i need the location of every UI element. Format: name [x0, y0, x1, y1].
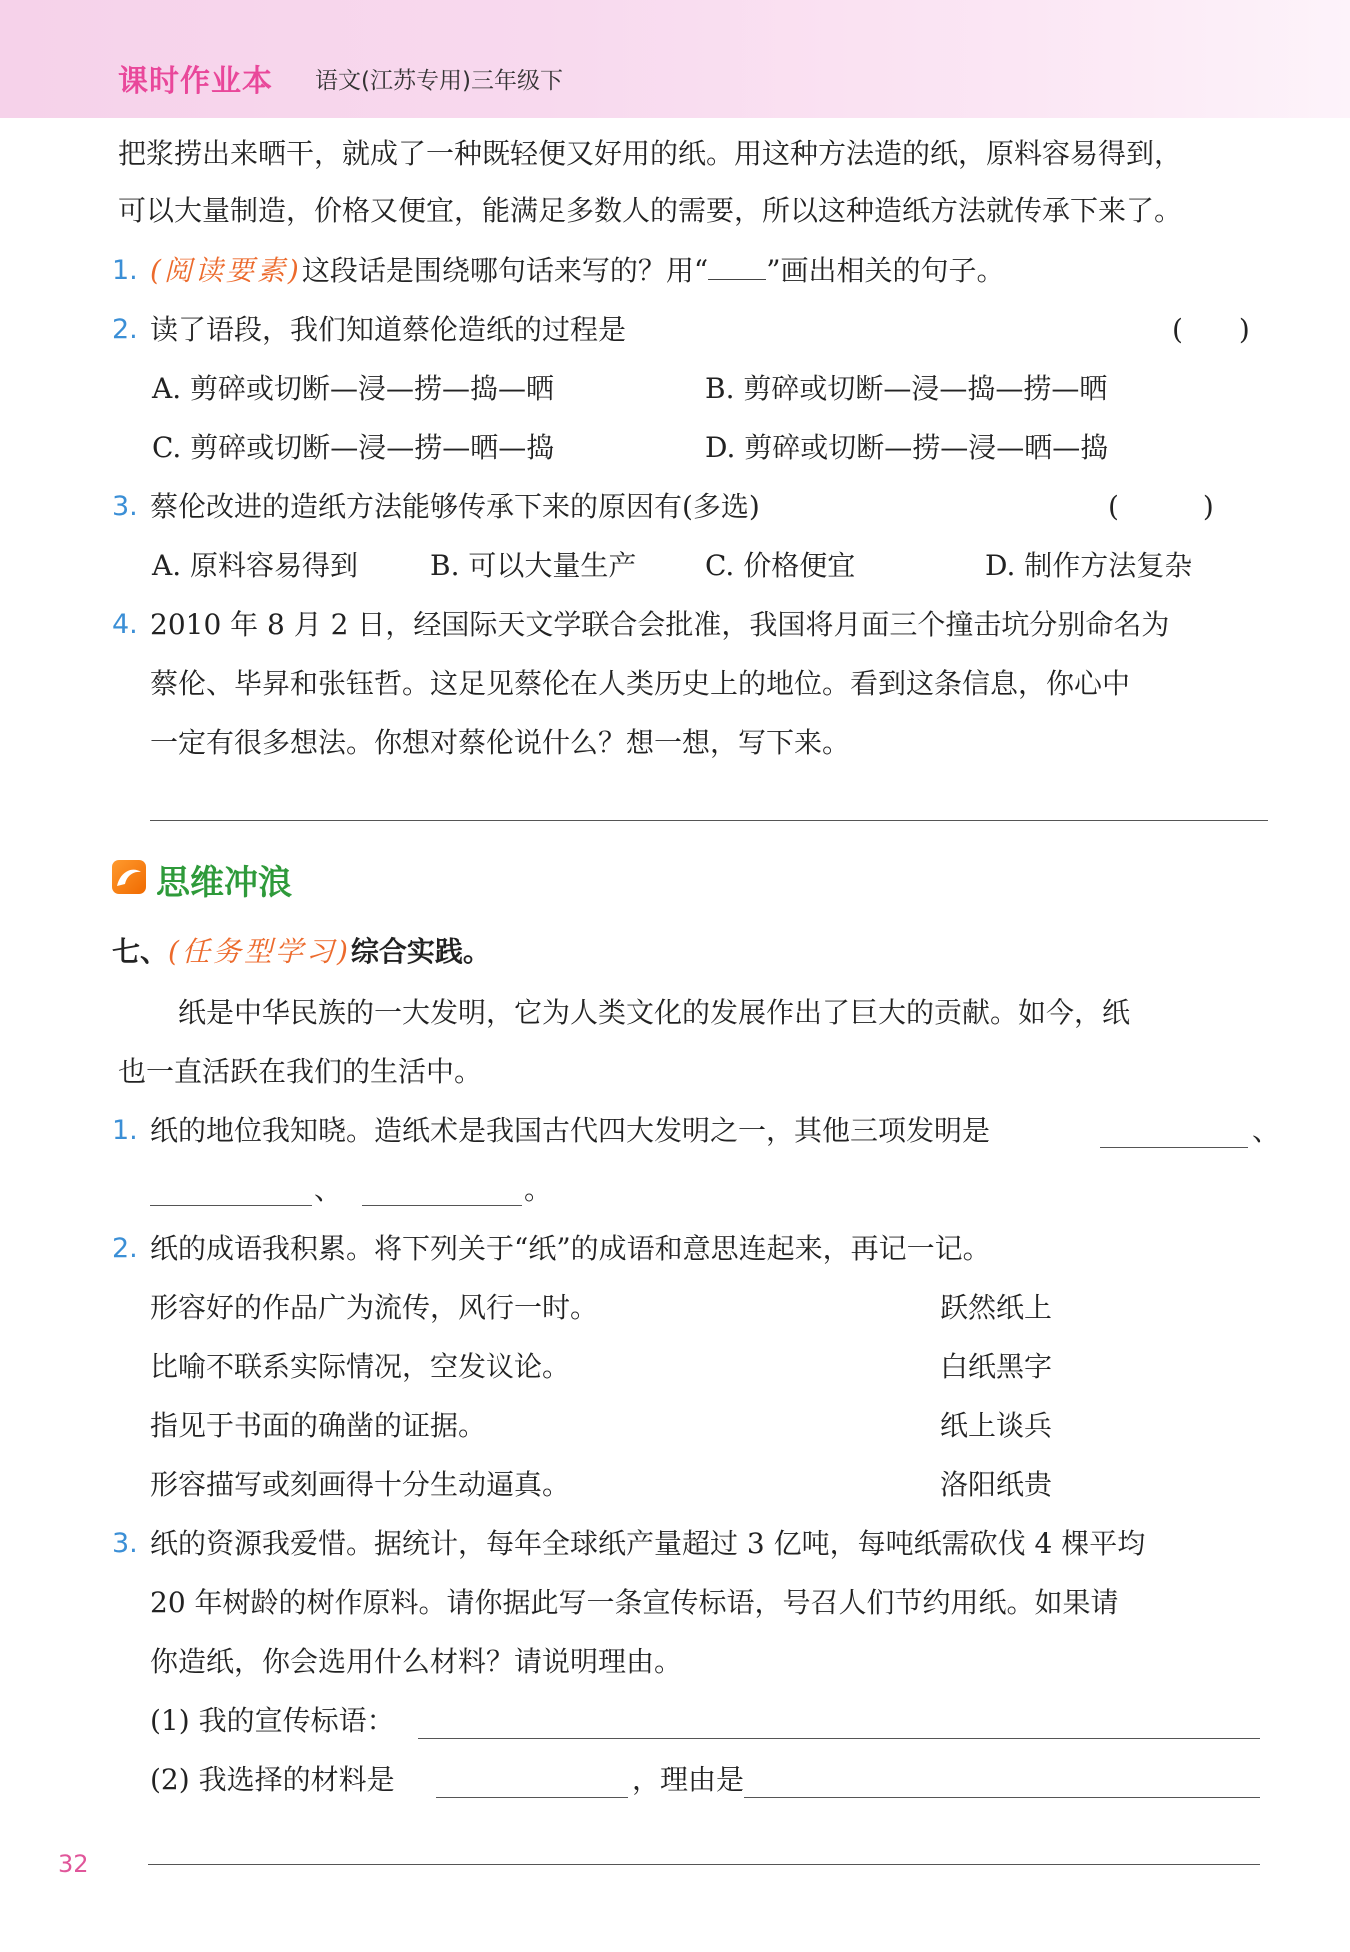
q2-option-b[interactable]: B. 剪碎或切断—浸—捣—捞—晒: [705, 372, 1108, 405]
passage-line-2: 可以大量制造，价格又便宜，能满足多数人的需要，所以这种造纸方法就传承下来了。: [118, 194, 1183, 227]
p3-material-label: (2) 我选择的材料是: [150, 1763, 395, 1796]
p1-sep-1: 、: [1252, 1114, 1281, 1147]
q3-option-c[interactable]: C. 价格便宜: [705, 549, 856, 582]
p1-blank-3[interactable]: [362, 1205, 522, 1206]
q2-option-d[interactable]: D. 剪碎或切断—捞—浸—晒—捣: [705, 431, 1109, 464]
q2-answer-paren[interactable]: ( ): [1172, 313, 1250, 346]
p1-sep-2: 、: [314, 1173, 343, 1206]
meaning-item[interactable]: 形容好的作品广为流传，风行一时。: [150, 1291, 599, 1324]
q3-number: 3.: [112, 491, 138, 522]
q4-line-3: 一定有很多想法。你想对蔡伦说什么？想一想，写下来。: [150, 726, 851, 759]
p1-end: 。: [524, 1173, 553, 1206]
p3-line-1: 纸的资源我爱惜。据统计，每年全球纸产量超过 3 亿吨，每吨纸需砍伐 4 棵平均: [150, 1527, 1146, 1560]
q3-text: 蔡伦改进的造纸方法能够传承下来的原因有(多选): [150, 490, 760, 523]
q1-number: 1.: [112, 255, 138, 286]
passage-line-1: 把浆捞出来晒干，就成了一种既轻便又好用的纸。用这种方法造的纸，原料容易得到，: [118, 137, 1183, 170]
meaning-item[interactable]: 形容描写或刻画得十分生动逼真。: [150, 1468, 571, 1501]
p3-number: 3.: [112, 1528, 138, 1559]
p1-blank-1[interactable]: [1100, 1147, 1248, 1148]
series-title: 课时作业本: [118, 64, 273, 99]
idiom-item[interactable]: 白纸黑字: [940, 1350, 1053, 1383]
p2-text: 纸的成语我积累。将下列关于“纸”的成语和意思连起来，再记一记。: [150, 1232, 991, 1265]
q1-tag: (阅读要素): [150, 254, 302, 287]
q1-text-a: 这段话是围绕哪句话来写的？用“: [301, 254, 709, 287]
q4-number: 4.: [112, 609, 138, 640]
q1-underline-sample: [708, 253, 766, 280]
idiom-item[interactable]: 洛阳纸贵: [940, 1468, 1053, 1501]
q3-option-a[interactable]: A. 原料容易得到: [152, 549, 359, 582]
p3-line-3: 你造纸，你会选用什么材料？请说明理由。: [150, 1645, 683, 1678]
slogan-answer-line[interactable]: [418, 1738, 1260, 1739]
page-number: 32: [58, 1850, 89, 1878]
q2-text: 读了语段，我们知道蔡伦造纸的过程是: [150, 313, 627, 346]
meaning-item[interactable]: 比喻不联系实际情况，空发议论。: [150, 1350, 571, 1383]
q3-option-b[interactable]: B. 可以大量生产: [430, 549, 637, 582]
q2-option-c[interactable]: C. 剪碎或切断—浸—捞—晒—捣: [152, 431, 555, 464]
practice-heading-prefix: 七、: [112, 935, 169, 968]
practice-heading: [112, 932, 491, 972]
p1-text: 纸的地位我知晓。造纸术是我国古代四大发明之一，其他三项发明是: [150, 1114, 991, 1147]
idiom-item[interactable]: 跃然纸上: [940, 1291, 1053, 1324]
q4-line-2: 蔡伦、毕昇和张钰哲。这足见蔡伦在人类历史上的地位。看到这条信息，你心中: [150, 667, 1131, 700]
q3-option-d[interactable]: D. 制作方法复杂: [985, 549, 1193, 582]
q1-text-b: ”画出相关的句子。: [766, 254, 1005, 287]
practice-heading-text: 综合实践。: [350, 935, 491, 968]
q4-answer-line[interactable]: [150, 820, 1268, 821]
material-answer-line[interactable]: [436, 1797, 628, 1798]
practice-intro-line-2: 也一直活跃在我们的生活中。: [118, 1055, 483, 1088]
p2-number: 2.: [112, 1233, 138, 1264]
reason-answer-line[interactable]: [744, 1797, 1260, 1798]
book-subtitle: 语文(江苏专用)三年级下: [315, 68, 563, 94]
idiom-item[interactable]: 纸上谈兵: [940, 1409, 1053, 1442]
practice-intro-line-1: 纸是中华民族的一大发明，它为人类文化的发展作出了巨大的贡献。如今，纸: [178, 996, 1131, 1029]
p3-slogan-label: (1) 我的宣传标语：: [150, 1704, 395, 1737]
q2-number: 2.: [112, 314, 138, 345]
q4-line-1: 2010 年 8 月 2 日，经国际天文学联合会批准，我国将月面三个撞击坑分别命名为: [150, 608, 1170, 641]
practice-heading-tag: (任务型学习): [168, 935, 351, 968]
section-title: 思维冲浪: [156, 863, 292, 903]
q2-option-a[interactable]: A. 剪碎或切断—浸—捞—捣—晒: [152, 372, 555, 405]
p3-line-2: 20 年树龄的树作原料。请你据此写一条宣传标语，号召人们节约用纸。如果请: [150, 1586, 1119, 1619]
p3-reason-label: ，理由是: [632, 1763, 745, 1796]
p1-blank-2[interactable]: [150, 1205, 312, 1206]
reason-answer-line-2[interactable]: [148, 1864, 1260, 1865]
p1-number: 1.: [112, 1115, 138, 1146]
wave-icon: [112, 860, 146, 894]
q3-answer-paren[interactable]: ( ): [1108, 490, 1214, 523]
meaning-item[interactable]: 指见于书面的确凿的证据。: [150, 1409, 487, 1442]
q1-text: [150, 251, 1005, 291]
